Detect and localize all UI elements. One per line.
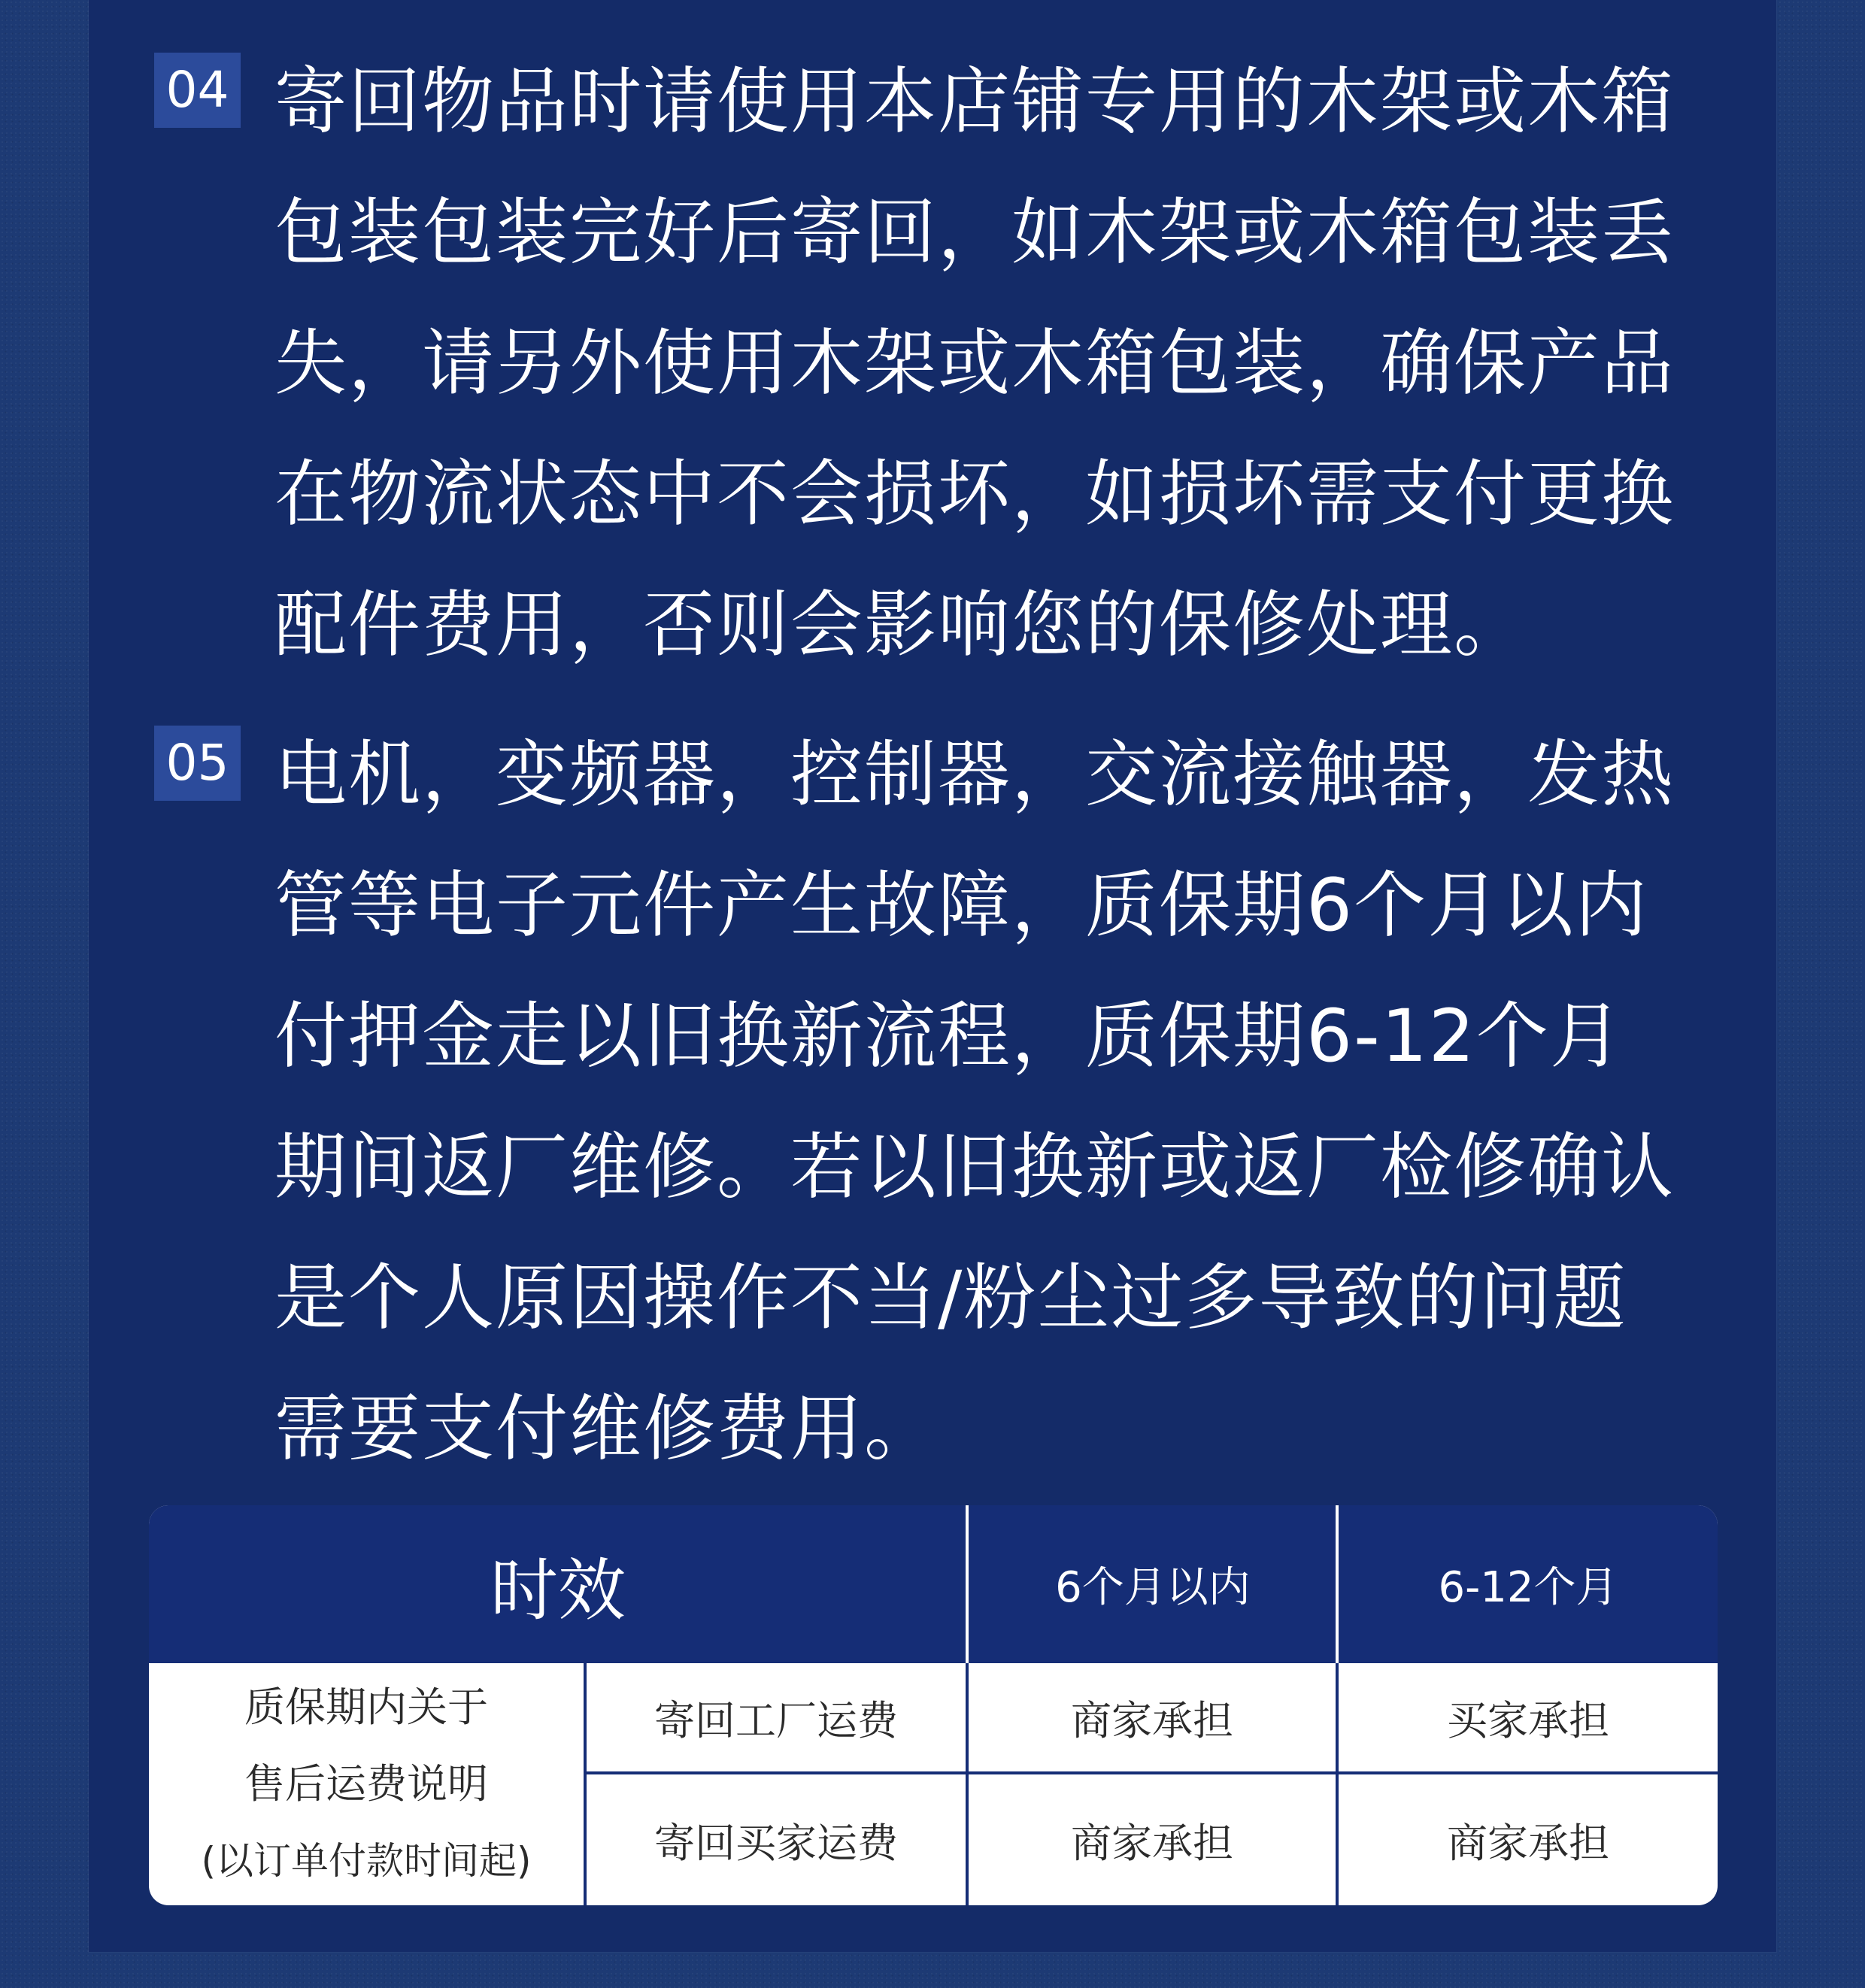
table-cell-value: 商家承担 [1447, 1819, 1609, 1867]
header-6-12-months: 6-12个月 [1438, 1563, 1618, 1612]
table-cell-value: 商家承担 [1071, 1819, 1233, 1867]
table-cell-value: 买家承担 [1447, 1696, 1609, 1744]
item-text: 电机，变频器，控制器，交流接触器，发热管等电子元件产生故障，质保期6个月以内付押金走以旧换新流程，质保期6-12个月期间返厂维修。若以旧换新或返厂检修确认是个人原因操作不当/粉尘过多导致的问题需要支付维修费用。 [274, 732, 1675, 1471]
table-cell-value: 商家承担 [1071, 1696, 1233, 1744]
row-header-line2: 售后运费说明 [244, 1760, 488, 1808]
header-divider [966, 1505, 969, 1663]
item-text: 寄回物品时请使用本店铺专用的木架或木箱包装包装完好后寄回，如木架或木箱包装丢失，请另外使用木架或木箱包装，确保产品在物流状态中不会损坏，如损坏需支付更换配件费用，否则会影响您的保修处理。 [274, 59, 1675, 667]
header-time-limit: 时效 [490, 1551, 626, 1630]
shipping-fee-table [149, 1505, 1718, 1905]
item-number-badge: 04 [154, 53, 241, 128]
header-divider [1336, 1505, 1339, 1663]
table-cell-label: 寄回工厂运费 [654, 1696, 898, 1744]
table-header [149, 1505, 1718, 1663]
row-header [149, 1663, 584, 1905]
row-header-line3: (以订单付款时间起) [201, 1839, 532, 1883]
item-number-badge: 05 [154, 726, 241, 801]
header-within-6-months: 6个月以内 [1055, 1563, 1251, 1612]
row-header-line1: 质保期内关于 [244, 1683, 488, 1731]
table-cell-label: 寄回买家运费 [654, 1819, 898, 1867]
